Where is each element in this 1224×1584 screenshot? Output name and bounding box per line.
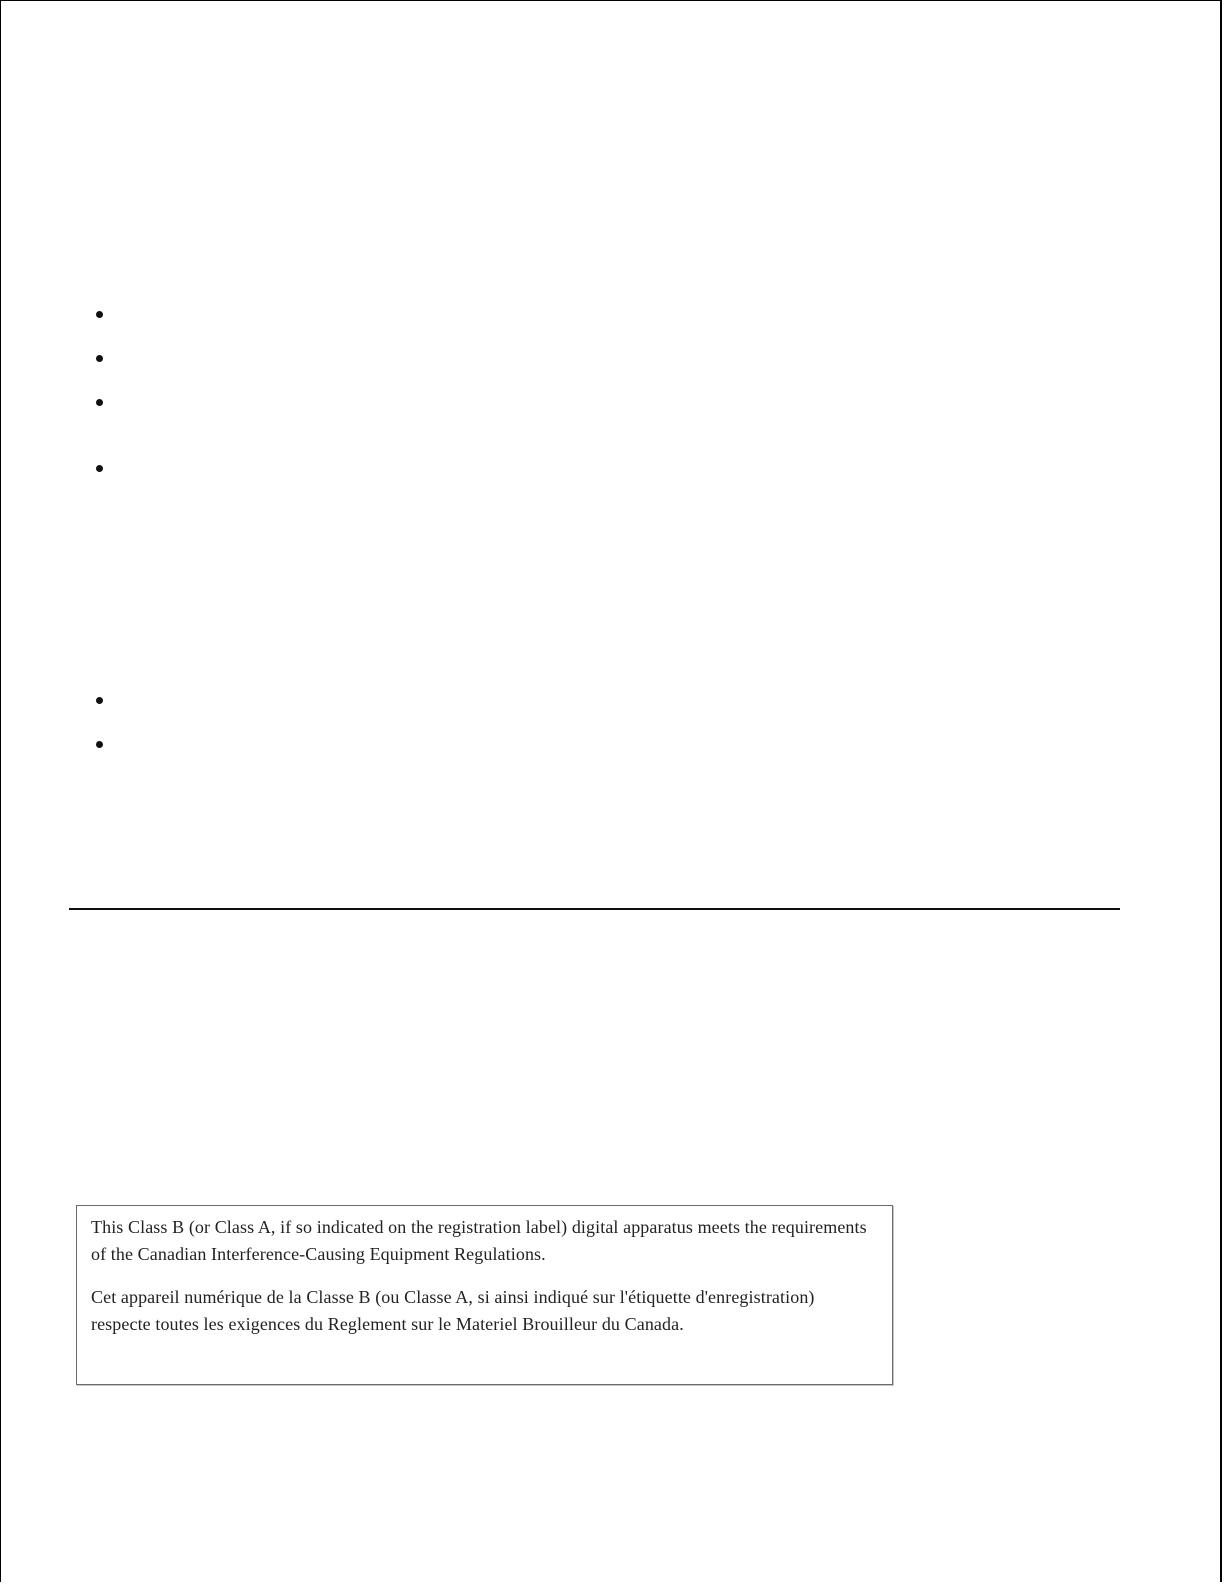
bullet-icon	[96, 355, 103, 362]
bullet-icon	[96, 465, 103, 472]
list-item	[96, 399, 106, 409]
list-item	[96, 741, 106, 751]
list-item	[96, 311, 106, 321]
list-item	[96, 465, 106, 475]
canada-notice-english: This Class B (or Class A, if so indicated on the registration label) digital apparatus meets the requirements of the Canadian Interference-Causing Equipment Regulations.	[91, 1217, 867, 1264]
list-item	[96, 697, 106, 707]
canada-notice-box	[76, 1205, 893, 1385]
bullet-icon	[96, 741, 103, 748]
bullet-icon	[96, 697, 103, 704]
section-divider	[69, 908, 1120, 910]
canada-notice-french: Cet appareil numérique de la Classe B (ou Classe A, si ainsi indiqué sur l'étiquette d'enregistration) respecte toutes les exigences du Reglement sur le Materiel Brouilleur du Canada.	[91, 1287, 815, 1334]
bullet-icon	[96, 311, 103, 318]
list-item	[96, 355, 106, 365]
bullet-icon	[96, 399, 103, 406]
